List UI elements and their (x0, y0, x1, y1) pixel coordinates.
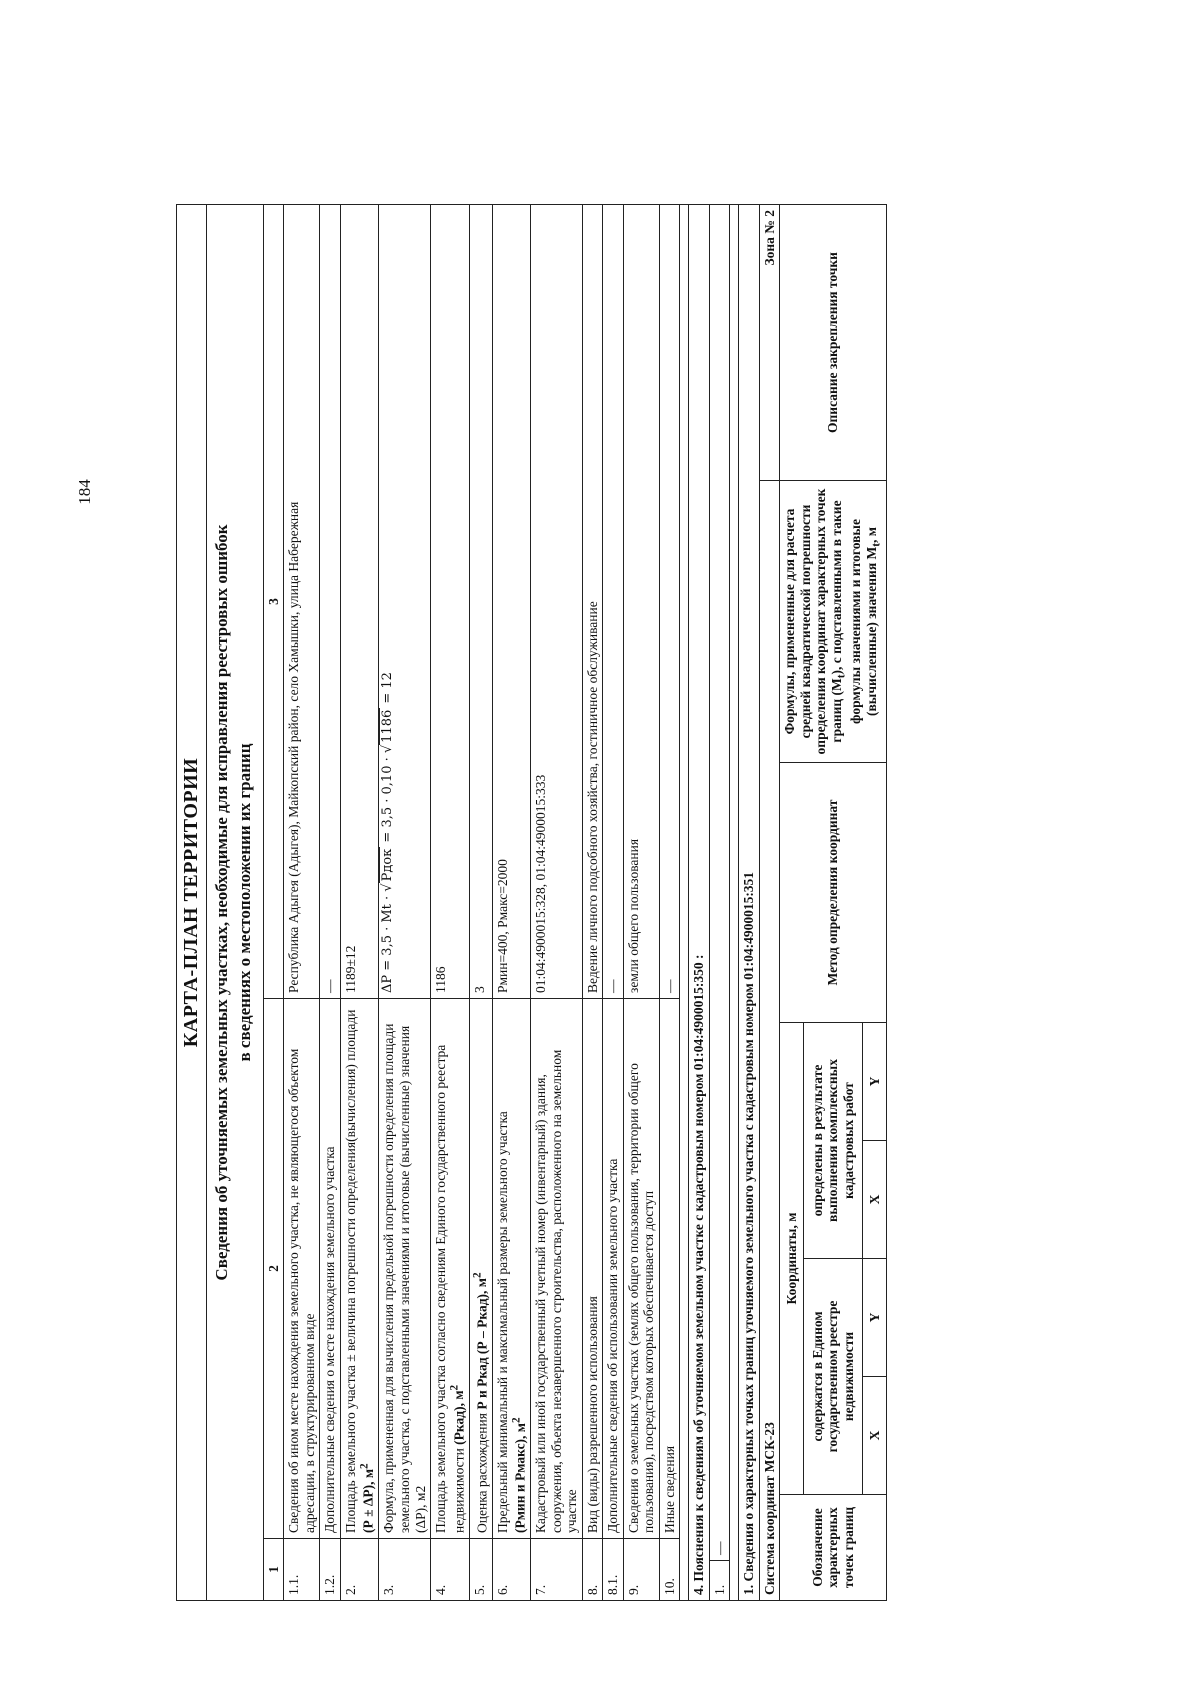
coordinate-system: Система координат МСК-23 (759, 481, 780, 1601)
table-row (469, 205, 492, 1601)
row-value: земли общего пользования (623, 205, 659, 999)
row-label: Площадь земельного участка согласно сведениям Единого государственного реестра недвижимости (Ркад), $м^2$ (431, 999, 470, 1539)
column-header: Y (863, 1023, 887, 1141)
page-number: 184 (74, 479, 94, 505)
subtitle-line-2: в сведениях о местоположении их границ (234, 743, 254, 1062)
notes-value: — (709, 205, 730, 1561)
row-label: Кадастровый или иной государственный учетный номер (инвентарный) здания, сооружения, объекта незавершенного строительства, расположенного на земельном участке (531, 999, 583, 1539)
column-header: Y (863, 1259, 887, 1377)
table-row (284, 205, 320, 1601)
notes-number: 1. (709, 1561, 730, 1601)
row-number: 8.1. (603, 1539, 624, 1601)
row-label: Иные сведения (659, 999, 680, 1539)
row-value: Ведение личного подсобного хозяйства, гостиничное обслуживание (582, 205, 603, 999)
table-row (340, 205, 379, 1601)
table-row (603, 205, 624, 1601)
row-label: Сведения об ином месте нахождения земельного участка, не являющегося объектом адресации, в структурированном виде (284, 999, 320, 1539)
row-number: 5. (469, 1539, 492, 1601)
row-number: 10. (659, 1539, 680, 1601)
row-value: — (659, 205, 680, 999)
table-row (582, 205, 603, 1601)
document-subtitle (206, 204, 263, 1601)
notes-header-row (689, 205, 710, 1601)
rotated-document-frame (176, 204, 1030, 1601)
table-row (492, 205, 531, 1601)
table-row (623, 205, 659, 1601)
row-value: ΔР = 3,5 · Mt · √Рдок = 3,5 · 0,10 · √1186 = 12 (379, 205, 431, 999)
points-heading-row (739, 205, 760, 1601)
row-label: Площадь земельного участка ± величина погрешности определения(вычисления) площади (Р ± ΔР), $м^2$ (340, 999, 379, 1539)
table-row (320, 205, 341, 1601)
table-row (659, 205, 680, 1601)
row-number: 8. (582, 1539, 603, 1601)
column-header: 3 (263, 205, 284, 999)
parcel-info-table (263, 204, 680, 1601)
table-row (531, 205, 583, 1601)
row-value: — (603, 205, 624, 999)
row-label: Дополнительные сведения об использовании земельного участка (603, 999, 624, 1539)
row-number: 1.1. (284, 1539, 320, 1601)
row-label: Формула, примененная для вычисления предельной погрешности определения площади земельного участка, с подставленными значениями и итоговые (вычисленные) значения (ΔР), м2 (379, 999, 431, 1539)
column-header: Координаты, м (780, 1023, 804, 1495)
row-label: Вид (виды) разрешенного использования (582, 999, 603, 1539)
column-header: X (863, 1141, 887, 1259)
row-value: 01:04:4900015:328, 01:04:4900015:333 (531, 205, 583, 999)
points-header-row (780, 205, 804, 1601)
column-header: Формулы, примененные для расчета средней квадратической погрешности определения координат характерных точек границ $(M_t)$, с подставленными в такие формулы значениями и итоговые (вычисленные) значения $M_t$, м (780, 481, 886, 763)
row-label: Дополнительные сведения о месте нахождения земельного участка (320, 999, 341, 1539)
row-number: 2. (340, 1539, 379, 1601)
table-header-row (263, 205, 284, 1601)
row-value: 1186 (431, 205, 470, 999)
row-number: 4. (431, 1539, 470, 1601)
zone-label: Зона № 2 (759, 205, 780, 481)
table-row (379, 205, 431, 1601)
section-gap (680, 204, 688, 1601)
notes-table (688, 204, 730, 1601)
row-number: 6. (492, 1539, 531, 1601)
column-header: содержатся в Едином государственном реестре недвижимости (803, 1259, 862, 1495)
row-number: 1.2. (320, 1539, 341, 1601)
points-table (738, 204, 886, 1601)
notes-row (709, 205, 730, 1601)
row-value: Рмин=400, Рмакс=2000 (492, 205, 531, 999)
row-number: 7. (531, 1539, 583, 1601)
points-heading: 1. Сведения о характерных точках границ уточняемого земельного участка с кадастровым номером 01:04:4900015:351 (739, 205, 760, 1601)
row-value: — (320, 205, 341, 999)
column-header: Обозначение характерных точек границ (780, 1495, 886, 1601)
column-header: X (863, 1377, 887, 1495)
column-header: 2 (263, 999, 284, 1539)
row-number: 3. (379, 1539, 431, 1601)
row-number: 9. (623, 1539, 659, 1601)
row-label: Сведения о земельных участках (землях общего пользования, территории общего пользования), посредством которых обеспечивается доступ (623, 999, 659, 1539)
row-label: Оценка расхождения Р и Ркад (Р – Ркад), $м^2$ (469, 999, 492, 1539)
notes-heading: 4. Пояснения к сведениям об уточняемом земельном участке с кадастровым номером 01:04:4900015:350 : (689, 205, 710, 1601)
coord-system-row (759, 205, 780, 1601)
row-value: 3 (469, 205, 492, 999)
section-gap (730, 204, 738, 1601)
column-header: определены в результате выполнения комплексных кадастровых работ (803, 1023, 862, 1259)
row-label: Предельный минимальный и максимальный размеры земельного участка (Рмин и Рмакс), $м^2$ (492, 999, 531, 1539)
column-header: 1 (263, 1539, 284, 1601)
column-header: Описание закрепления точки (780, 205, 886, 481)
row-value: Республика Адыгея (Адыгея), Майкопский район, село Хамышки, улица Набережная (284, 205, 320, 999)
table-row (431, 205, 470, 1601)
document-title: КАРТА-ПЛАН ТЕРРИТОРИИ (176, 204, 206, 1601)
row-value: 1189±12 (340, 205, 379, 999)
subtitle-line-1: Сведения об уточняемых земельных участках, необходимые для исправления реестровых ошибок (212, 524, 231, 1281)
column-header: Метод определения координат (780, 763, 886, 1023)
